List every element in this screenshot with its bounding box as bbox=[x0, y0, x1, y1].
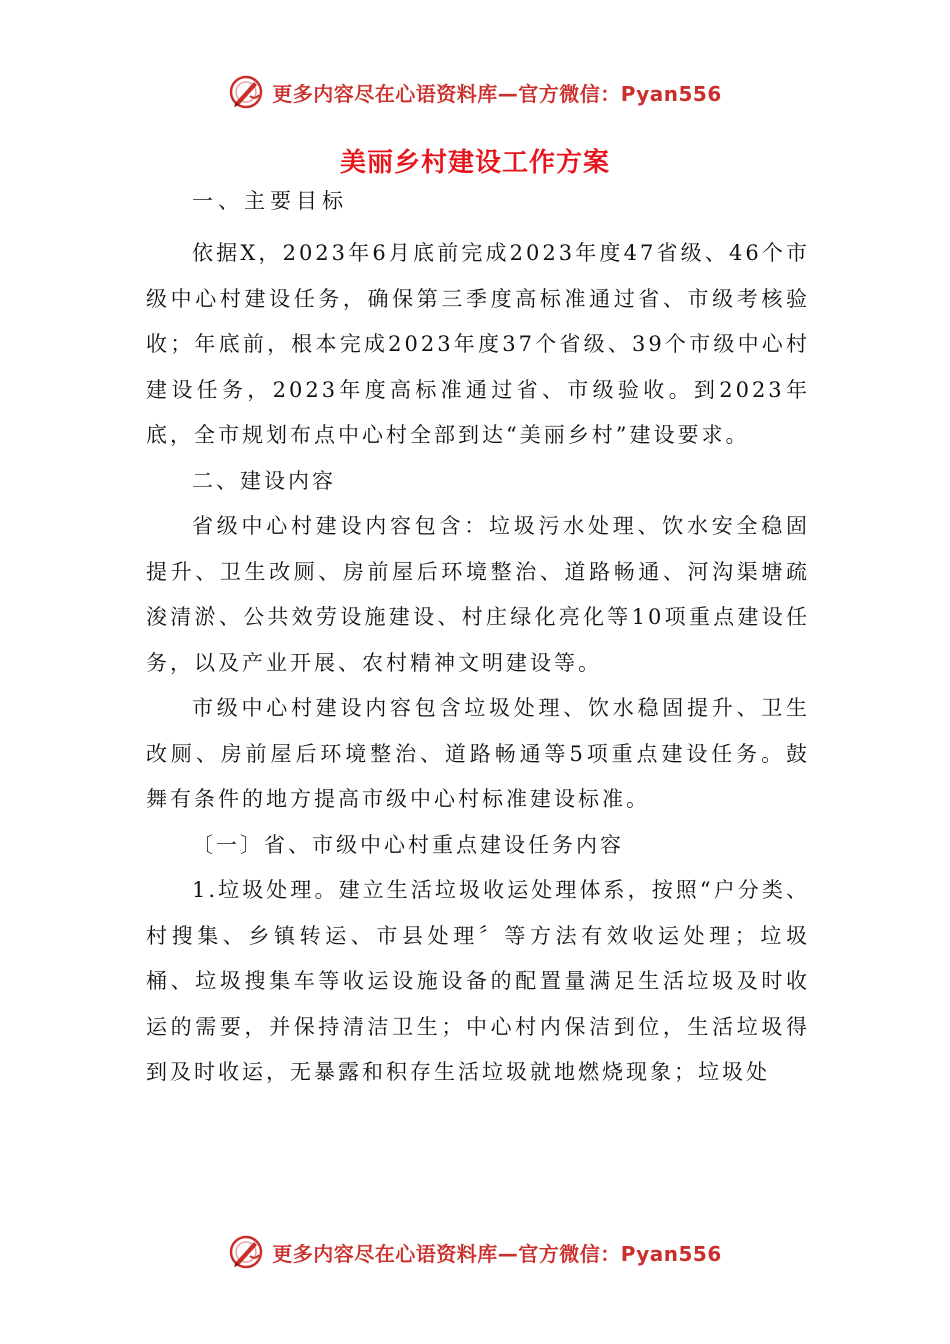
banner-text: 更多内容尽在心语资料库—官方微信：Pyan556 bbox=[272, 1241, 722, 1266]
footer-banner bbox=[0, 1230, 950, 1274]
section-heading-goals: 一、主要目标 bbox=[192, 189, 348, 213]
section-heading-content: 二、建设内容 bbox=[192, 468, 336, 493]
document-title: 美丽乡村建设工作方案 bbox=[339, 148, 610, 178]
subsection-heading-tasks: 〔一〕省、市级中心村重点建设任务内容 bbox=[192, 832, 624, 857]
paragraph-provincial: 省级中心村建设内容包含：垃圾污水处理、饮水安全稳固提升、卫生改厕、房前屋后环境整治、道路畅通、河沟渠塘疏浚清淤、公共效劳设施建设、村庄绿化亮化等10项重点建设任务，以及产业开展、农村精神文明建设等。 bbox=[146, 514, 810, 675]
paragraph-municipal: 市级中心村建设内容包含垃圾处理、饮水稳固提升、卫生改厕、房前屋后环境整治、道路畅通等5项重点建设任务。鼓舞有条件的地方提高市级中心村标准建设标准。 bbox=[146, 696, 810, 811]
header-banner bbox=[0, 70, 950, 114]
banner-text: 更多内容尽在心语资料库—官方微信：Pyan556 bbox=[272, 81, 722, 106]
paragraph-goals: 依据X，2023年6月底前完成2023年度47省级、46个市级中心村建设任务，确保第三季度高标准通过省、市级考核验收；年底前，根本完成2023年度37个省级、39个市级中心村建设任务，2023年度高标准通过省、市级验收。到2023年底，全市规划布点中心村全部到达“美丽乡村”建设要求。 bbox=[146, 241, 810, 447]
pen-circle-logo-icon bbox=[228, 1234, 264, 1270]
document-body bbox=[146, 188, 810, 1096]
pen-circle-logo-icon bbox=[228, 74, 264, 110]
paragraph-garbage: 1.垃圾处理。建立生活垃圾收运处理体系，按照“户分类、村搜集、乡镇转运、市县处理〞等方法有效收运处理；垃圾桶、垃圾搜集车等收运设施设备的配置量满足生活垃圾及时收运的需要，并保持清洁卫生；中心村内保洁到位，生活垃圾得到及时收运，无暴露和积存生活垃圾就地燃烧现象；垃圾处 bbox=[146, 878, 810, 1084]
